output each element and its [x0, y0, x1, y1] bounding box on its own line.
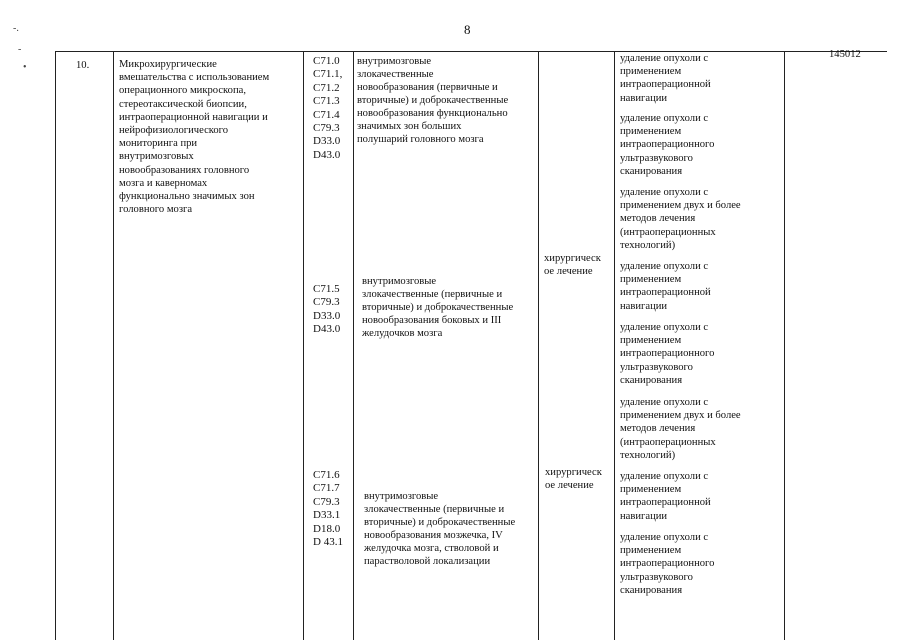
- treatment-type: хирургическ ое лечение: [545, 467, 602, 491]
- table-column-border: [113, 52, 114, 640]
- table-column-border: [303, 52, 304, 640]
- treatment-method: удаление опухоли с применением интраоперационного ультразвукового сканирования: [620, 113, 715, 177]
- treatment-method: удаление опухоли с применением двух и более методов лечения (интраоперационных технологий): [620, 397, 741, 461]
- treatment-type: хирургическ ое лечение: [544, 253, 601, 277]
- margin-mark: •: [23, 62, 27, 73]
- treatment-method: удаление опухоли с применением интраоперационного ультразвукового сканирования: [620, 322, 715, 386]
- diagnosis-text: внутримозговые злокачественные (первичные и вторичные) и доброкачественные новообразования боковых и III желудочков мозга: [362, 276, 514, 339]
- margin-mark: -: [18, 44, 22, 55]
- treatment-method: удаление опухоли с применением интраоперационной навигации: [620, 261, 711, 312]
- diagnosis-text: внутримозговые злокачественные (первичные и вторичные) и доброкачественные новообразования мозжечка, IV желудочка мозга, стволовой и парастволовой локализации: [364, 491, 516, 567]
- table-column-border: [784, 52, 785, 640]
- treatment-method: удаление опухоли с применением интраоперационного ультразвукового сканирования: [620, 532, 715, 596]
- row-number: 10.: [76, 60, 90, 71]
- table-column-border: [55, 52, 56, 640]
- price-value: 145012: [829, 49, 861, 60]
- table-column-border: [353, 52, 354, 640]
- diagnosis-text: внутримозговые злокачественные новообразования (первичные и вторичные) и доброкачественные новообразования функционально значимых зон больших полушарий головного мозга: [357, 56, 509, 145]
- margin-mark: -.: [13, 23, 19, 34]
- icd-codes: C71.0 C71.1, C71.2 C71.3 C71.4 C79.3 D33.0 D43.0: [313, 55, 343, 161]
- intervention-title: Микрохирургические вмешательства с использованием операционного микроскопа, стереотаксической биопсии, интраоперационной навигации и нейрофизиологического мониторинга при внутримозговых новообразованиях головного мозга и каверномах функционально значимых зон головного мозга: [119, 59, 270, 216]
- icd-codes: C71.5 C79.3 D33.0 D43.0: [313, 283, 341, 336]
- icd-codes: C71.6 C71.7 C79.3 D33.1 D18.0 D 43.1: [313, 469, 343, 549]
- treatment-method: удаление опухоли с применением интраоперационной навигации: [620, 53, 711, 104]
- table-column-border: [614, 52, 615, 640]
- treatment-method: удаление опухоли с применением интраоперационной навигации: [620, 471, 711, 522]
- table-column-border: [538, 52, 539, 640]
- treatment-method: удаление опухоли с применением двух и более методов лечения (интраоперационных технологий): [620, 187, 741, 251]
- page-number: 8: [464, 22, 471, 37]
